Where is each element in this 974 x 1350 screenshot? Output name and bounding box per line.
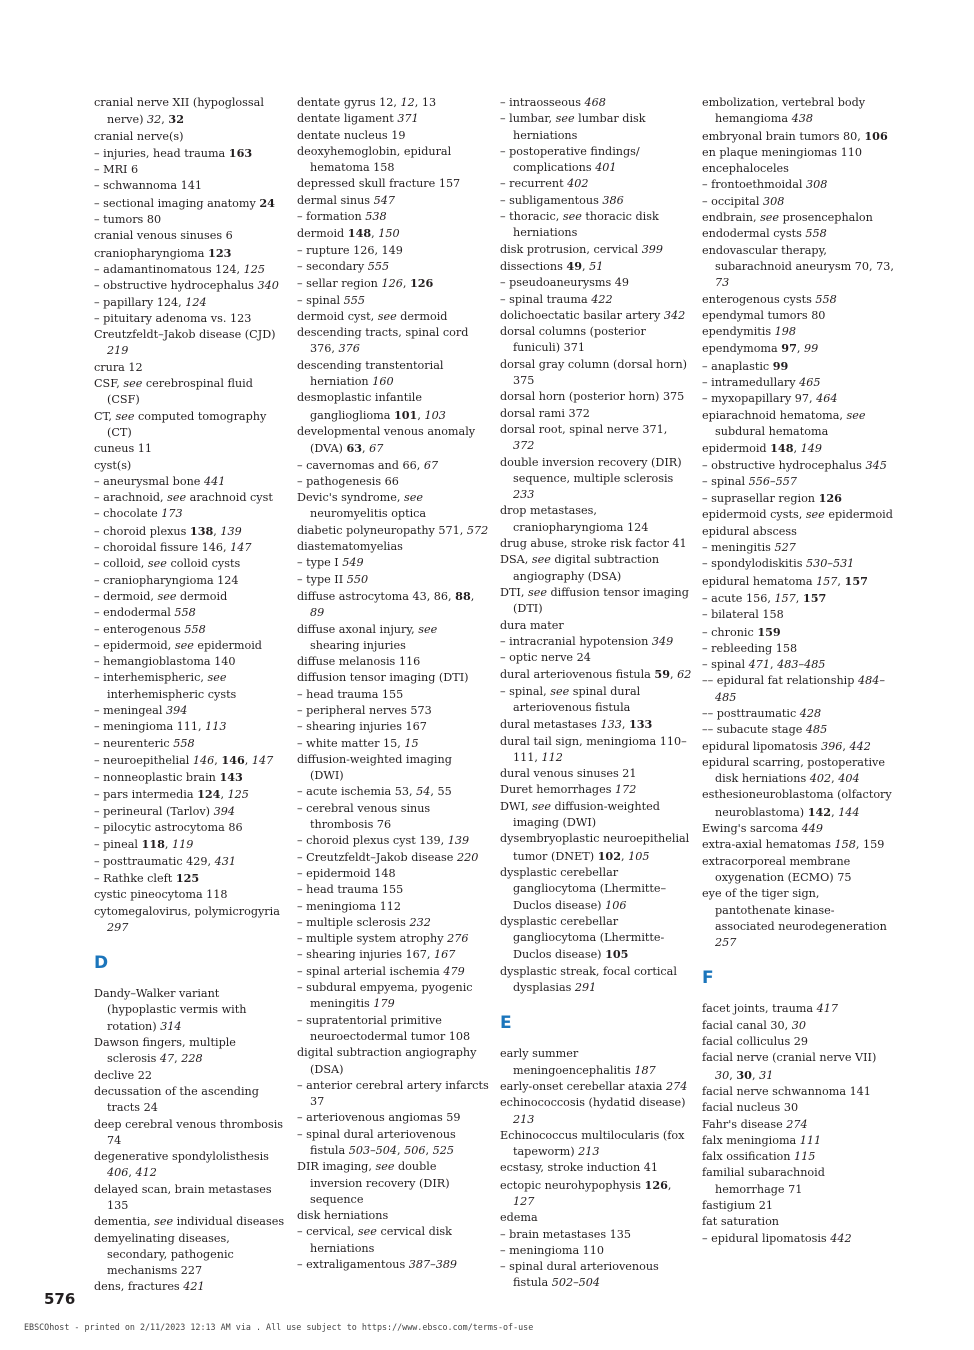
index-entry: – sectional imaging anatomy 24	[94, 195, 275, 210]
index-entry: en plaque meningiomas 110	[702, 145, 862, 159]
index-entry: dural tail sign, meningioma 110–111, 112	[500, 734, 687, 764]
index-entry: developmental venous anomaly (DVA) 63, 67	[297, 424, 476, 456]
index-entry: desmoplastic infantile ganglioglioma 101, 103	[297, 391, 446, 422]
index-entry: ependymitis 198	[702, 325, 797, 339]
index-entry: ependymal tumors 80	[702, 308, 826, 322]
index-entry: – recurrent 402	[500, 177, 589, 191]
index-entry: endbrain, see prosencephalon	[702, 211, 873, 225]
index-entry: epidural abscess	[702, 524, 797, 538]
index-entry: epidural hematoma 157, 157	[702, 573, 868, 588]
index-entry: diffusion tensor imaging (DTI)	[297, 671, 469, 685]
index-entry: cystic pineocytoma 118	[94, 888, 228, 902]
index-entry: falx ossification 115	[702, 1150, 816, 1164]
index-entry: – nonneoplastic brain 143	[94, 770, 243, 785]
index-entry: epidermoid 148, 149	[702, 441, 822, 456]
index-entry: – colloid, see colloid cysts	[94, 557, 241, 571]
index-entry: embryonal brain tumors 80, 106	[702, 128, 888, 143]
index-entry: early-onset cerebellar ataxia 274	[500, 1079, 688, 1093]
index-entry: Devic's syndrome, see neuromyelitis optica	[297, 491, 427, 521]
section-letter: F	[702, 968, 714, 989]
index-entry: epidural scarring, postoperative disk herniations 402, 404	[702, 755, 885, 786]
index-entry: disk protrusion, cervical 399	[500, 242, 664, 256]
index-entry: diabetic polyneuropathy 571, 572	[297, 523, 489, 537]
index-entry: – spinal 471, 483–485	[702, 658, 826, 672]
index-entry: extracorporeal membrane oxygenation (ECMO) 75	[702, 854, 852, 884]
index-entry: – intramedullary 465	[702, 376, 821, 390]
index-entry: Creutzfeldt–Jakob disease (CJD) 219	[94, 328, 276, 358]
index-entry: craniopharyngioma 123	[94, 245, 232, 260]
index-entry: – neurenteric 558	[94, 736, 195, 750]
index-entry: – meningioma 111, 113	[94, 720, 227, 734]
index-entry: – intracranial hypotension 349	[500, 634, 674, 648]
index-entry: – obstructive hydrocephalus 340	[94, 279, 279, 293]
index-entry: – meningioma 112	[297, 899, 402, 913]
index-entry: – secondary 555	[297, 259, 390, 273]
index-entry: – lumbar, see lumbar disk herniations	[500, 112, 646, 142]
index-entry: – craniopharyngioma 124	[94, 573, 239, 587]
index-entry: – pars intermedia 124, 125	[94, 787, 249, 802]
index-entry: declive 22	[94, 1068, 152, 1082]
index-entry: familial subarachnoid hemorrhage 71	[702, 1166, 825, 1196]
index-entry: crura 12	[94, 360, 143, 374]
index-entry: – Rathke cleft 125	[94, 870, 200, 885]
index-entry: – spinal, see spinal dural arteriovenous fistula	[500, 684, 641, 714]
index-entry: dorsal rami 372	[500, 406, 590, 420]
index-entry: drug abuse, stroke risk factor 41	[500, 537, 687, 551]
index-entry: – chocolate 173	[94, 507, 183, 521]
index-entry: falx meningioma 111	[702, 1133, 822, 1147]
index-entry: degenerative spondylolisthesis 406, 412	[94, 1150, 269, 1180]
index-entry: descending tracts, spinal cord 376, 376	[297, 326, 469, 356]
index-entry: endovascular therapy, subarachnoid aneurysm 70, 73, 73	[702, 243, 894, 290]
index-column-4	[702, 95, 894, 1247]
index-entry: – anaplastic 99	[702, 358, 789, 373]
index-entry: – arteriovenous angiomas 59	[297, 1111, 461, 1125]
index-entry: – meningeal 394	[94, 703, 188, 717]
index-entry: deep cerebral venous thrombosis 74	[94, 1117, 284, 1147]
index-entry: drop metastases, craniopharyngioma 124	[500, 504, 649, 534]
index-entry: – rebleeding 158	[702, 641, 798, 655]
index-entry: – adamantinomatous 124, 125	[94, 262, 265, 276]
index-entry: CT, see computed tomography (CT)	[94, 409, 267, 439]
index-entry: – pituitary adenoma vs. 123	[94, 311, 252, 325]
index-entry: diffuse axonal injury, see shearing injuries	[297, 622, 438, 652]
index-entry: – spinal arterial ischemia 479	[297, 964, 465, 978]
index-entry: – choroidal fissure 146, 147	[94, 541, 252, 555]
index-entry: – spinal 555	[297, 293, 365, 307]
index-entry: – aneurysmal bone 441	[94, 474, 226, 488]
index-entry: Dandy–Walker variant (hypoplastic vermis with rotation) 314	[94, 987, 247, 1033]
index-entry: – peripheral nerves 573	[297, 703, 432, 717]
index-entry: dermoid 148, 150	[297, 226, 400, 241]
index-column-2	[297, 95, 489, 1273]
index-entry: ependymoma 97, 99	[702, 341, 819, 356]
index-entry: diffusion-weighted imaging (DWI)	[297, 752, 452, 783]
index-entry: – intraosseous 468	[500, 96, 606, 109]
index-entry: demyelinating diseases, secondary, pathogenic mechanisms 227	[94, 1231, 234, 1278]
index-entry: dementia, see individual diseases	[94, 1215, 285, 1229]
index-entry: – acute ischemia 53, 54, 55	[297, 785, 452, 799]
index-entry: – white matter 15, 15	[297, 736, 419, 750]
index-entry: dorsal gray column (dorsal horn) 375	[500, 357, 688, 388]
index-entry: – rupture 126, 149	[297, 243, 403, 257]
index-entry: – multiple sclerosis 232	[297, 915, 431, 929]
index-entry: – obstructive hydrocephalus 345	[702, 458, 887, 472]
index-entry: – acute 156, 157, 157	[702, 590, 827, 605]
index-entry: – epidermoid, see epidermoid	[94, 638, 262, 652]
index-entry: – epidermoid 148	[297, 866, 396, 880]
index-entry: – dermoid, see dermoid	[94, 589, 228, 603]
index-entry: Fahr's disease 274	[702, 1117, 808, 1131]
index-entry: – formation 538	[297, 210, 387, 224]
index-entry: – hemangioblastoma 140	[94, 655, 236, 669]
index-entry: epidural lipomatosis 396, 442	[702, 739, 871, 753]
index-entry: – papillary 124, 124	[94, 295, 207, 309]
index-entry: – interhemispheric, see interhemispheric cysts	[94, 671, 237, 701]
index-entry: – brain metastases 135	[500, 1227, 631, 1241]
index-entry: – pathogenesis 66	[297, 474, 399, 488]
index-entry: – spinal 556–557	[702, 474, 797, 488]
index-entry: – neuroepithelial 146, 146, 147	[94, 752, 274, 767]
index-entry: – supratentorial primitive neuroectodermal tumor 108	[297, 1013, 471, 1043]
index-entry: – pseudoaneurysms 49	[500, 276, 630, 290]
index-entry: facial colliculus 29	[702, 1035, 808, 1049]
index-entry: encephaloceles	[702, 162, 789, 176]
section-letter: E	[500, 1013, 512, 1034]
index-entry: dysplastic cerebellar gangliocytoma (Lhermitte-Duclos disease) 105	[500, 914, 665, 962]
index-entry: DTI, see diffusion tensor imaging (DTI)	[500, 585, 689, 616]
index-entry: Duret hemorrhages 172	[500, 783, 637, 797]
index-entry: – spinal trauma 422	[500, 292, 613, 306]
index-entry: depressed skull fracture 157	[297, 177, 461, 191]
index-entry: dolichoectatic basilar artery 342	[500, 308, 686, 322]
index-entry: cytomegalovirus, polymicrogyria 297	[94, 904, 280, 934]
index-entry: –– subacute stage 485	[702, 723, 828, 737]
index-entry: – Creutzfeldt–Jakob disease 220	[297, 850, 479, 864]
index-entry: – choroid plexus 138, 139	[94, 523, 242, 538]
index-entry: dentate gyrus 12, 12, 13	[297, 96, 437, 109]
page-number: 576	[44, 1290, 76, 1308]
index-entry: diffuse melanosis 116	[297, 655, 421, 669]
index-entry: – chronic 159	[702, 624, 781, 639]
index-entry: – posttraumatic 429, 431	[94, 854, 237, 868]
index-entry: DIR imaging, see double inversion recovery (DIR) sequence	[297, 1160, 450, 1206]
index-entry: CSF, see cerebrospinal fluid (CSF)	[94, 377, 253, 407]
index-entry: – meningitis 527	[702, 541, 796, 555]
index-entry: – shearing injuries 167, 167	[297, 948, 456, 962]
index-entry: – type I 549	[297, 556, 364, 570]
index-entry: DWI, see diffusion-weighted imaging (DWI)	[500, 799, 660, 830]
index-entry: dorsal root, spinal nerve 371, 372	[500, 422, 668, 453]
index-entry: – pineal 118, 119	[94, 837, 194, 852]
index-entry: dissections 49, 51	[500, 258, 604, 273]
index-entry: – MRI 6	[94, 163, 139, 177]
footer-notice: EBSCOhost - printed on 2/11/2023 12:13 AM via . All use subject to https://www.ebsco.com/terms-of-use	[24, 1322, 534, 1332]
index-entry: – spinal dural arteriovenous fistula 503–504, 506, 525	[297, 1127, 456, 1157]
index-entry: diffuse astrocytoma 43, 86, 88, 89	[297, 588, 475, 620]
index-entry: dermal sinus 547	[297, 193, 395, 207]
index-entry: double inversion recovery (DIR) sequence, multiple sclerosis 233	[500, 455, 682, 502]
index-entry: – injuries, head trauma 163	[94, 145, 253, 160]
index-entry: edema	[500, 1211, 538, 1225]
index-entry: ectopic neurohypophysis 126, 127	[500, 1177, 672, 1208]
index-entry: diastematomyelias	[297, 540, 403, 554]
index-entry: cuneus 11	[94, 442, 153, 456]
index-entry: facial canal 30, 30	[702, 1018, 807, 1032]
index-entry: digital subtraction angiography (DSA)	[297, 1046, 477, 1076]
index-entry: DSA, see digital subtraction angiography (DSA)	[500, 553, 660, 583]
index-entry: – multiple system atrophy 276	[297, 932, 469, 946]
index-entry: – head trauma 155	[297, 687, 404, 701]
index-entry: – frontoethmoidal 308	[702, 178, 828, 192]
index-entry: cranial venous sinuses 6	[94, 229, 233, 243]
index-entry: dens, fractures 421	[94, 1280, 205, 1294]
index-entry: deoxyhemoglobin, epidural hematoma 158	[297, 144, 452, 175]
index-entry: echinococcosis (hydatid disease) 213	[500, 1096, 686, 1126]
index-entry: Ewing's sarcoma 449	[702, 822, 824, 836]
index-entry: – epidural lipomatosis 442	[702, 1231, 852, 1245]
index-entry: endodermal cysts 558	[702, 227, 827, 241]
index-entry: – meningioma 110	[500, 1243, 605, 1257]
index-entry: – bilateral 158	[702, 608, 784, 622]
index-entry: dysembryoplastic neuroepithelial tumor (DNET) 102, 105	[500, 832, 690, 863]
index-entry: embolization, vertebral body hemangioma 438	[702, 96, 866, 126]
index-entry: – suprasellar region 126	[702, 491, 842, 506]
index-entry: epiarachnoid hematoma, see subdural hematoma	[702, 408, 866, 438]
index-entry: – subdural empyema, pyogenic meningitis 179	[297, 981, 473, 1011]
index-entry: cranial nerve(s)	[94, 129, 184, 143]
index-entry: early summer meningoencephalitis 187	[500, 1047, 656, 1077]
index-entry: decussation of the ascending tracts 24	[94, 1084, 259, 1115]
index-entry: – head trauma 155	[297, 883, 404, 897]
index-entry: facial nerve (cranial nerve VII) 30, 30, 31	[702, 1051, 877, 1082]
index-entry: – perineural (Tarlov) 394	[94, 804, 235, 818]
index-entry: dentate ligament 371	[297, 112, 419, 126]
index-entry: – optic nerve 24	[500, 651, 591, 665]
index-entry: eye of the tiger sign, pantothenate kinase-associated neurodegeneration 257	[702, 887, 887, 950]
index-entry: dorsal columns (posterior funiculi) 371	[500, 325, 646, 355]
index-entry: – spinal dural arteriovenous fistula 502–504	[500, 1260, 659, 1290]
index-entry: cyst(s)	[94, 458, 132, 472]
index-entry: – subligamentous 386	[500, 193, 624, 207]
index-entry: –– posttraumatic 428	[702, 706, 822, 720]
index-entry: – schwannoma 141	[94, 179, 202, 193]
index-entry: –– epidural fat relationship 484–485	[702, 674, 885, 704]
index-entry: – pilocytic astrocytoma 86	[94, 821, 243, 835]
index-entry: extra-axial hematomas 158, 159	[702, 838, 885, 852]
index-entry: delayed scan, brain metastases 135	[94, 1182, 272, 1212]
index-entry: Echinococcus multilocularis (fox tapeworm) 213	[500, 1128, 685, 1159]
index-entry: enterogenous cysts 558	[702, 292, 837, 306]
index-entry: dentate nucleus 19	[297, 128, 406, 142]
index-entry: fastigium 21	[702, 1199, 773, 1212]
index-entry: – shearing injuries 167	[297, 720, 427, 734]
index-entry: – postoperative findings/ complications 401	[500, 144, 640, 175]
index-entry: ecstasy, stroke induction 41	[500, 1161, 658, 1175]
index-entry: disk herniations	[297, 1209, 389, 1223]
index-entry: dural metastases 133, 133	[500, 717, 653, 732]
section-letter: D	[94, 953, 109, 974]
index-entry: dysplastic streak, focal cortical dysplasias 291	[500, 964, 677, 995]
index-entry: – type II 550	[297, 572, 369, 586]
index-entry: esthesioneuroblastoma (olfactory neuroblastoma) 142, 144	[702, 788, 892, 819]
index-entry: – sellar region 126, 126	[297, 276, 434, 291]
index-entry: – myxopapillary 97, 464	[702, 392, 838, 406]
index-entry: dorsal horn (posterior horn) 375	[500, 390, 685, 404]
index-entry: facet joints, trauma 417	[702, 1002, 838, 1016]
index-entry: – occipital 308	[702, 194, 785, 208]
index-entry: – cerebral venous sinus thrombosis 76	[297, 801, 431, 832]
index-entry: dysplastic cerebellar gangliocytoma (Lhermitte–Duclos disease) 106	[500, 865, 667, 912]
index-entry: dura mater	[500, 618, 564, 632]
index-entry: – anterior cerebral artery infarcts 37	[297, 1078, 489, 1109]
index-entry: facial nerve schwannoma 141	[702, 1084, 871, 1098]
index-entry: – choroid plexus cyst 139, 139	[297, 834, 470, 848]
index-entry: – spondylodiskitis 530–531	[702, 557, 855, 571]
index-entry: dural arteriovenous fistula 59, 62	[500, 667, 692, 682]
index-entry: – thoracic, see thoracic disk herniations	[500, 210, 659, 240]
index-entry: fat saturation	[702, 1215, 780, 1229]
index-entry: – arachnoid, see arachnoid cyst	[94, 491, 273, 505]
index-entry: cranial nerve XII (hypoglossal nerve) 32, 32	[94, 96, 264, 127]
index-entry: – cavernomas and 66, 67	[297, 458, 439, 472]
index-entry: – tumors 80	[94, 213, 162, 227]
index-entry: – endodermal 558	[94, 606, 196, 620]
index-entry: descending transtentorial herniation 160	[297, 358, 444, 389]
index-entry: – extraligamentous 387–389	[297, 1258, 458, 1272]
index-column-3	[500, 95, 692, 1292]
index-entry: dermoid cyst, see dermoid	[297, 309, 448, 323]
index-entry: Dawson fingers, multiple sclerosis 47, 228	[94, 1036, 236, 1066]
index-entry: – cervical, see cervical disk herniations	[297, 1225, 452, 1255]
index-entry: – enterogenous 558	[94, 622, 206, 636]
index-entry: epidermoid cysts, see epidermoid	[702, 508, 893, 522]
index-entry: facial nucleus 30	[702, 1101, 799, 1115]
index-entry: dural venous sinuses 21	[500, 767, 637, 781]
index-column-1	[94, 95, 286, 1296]
